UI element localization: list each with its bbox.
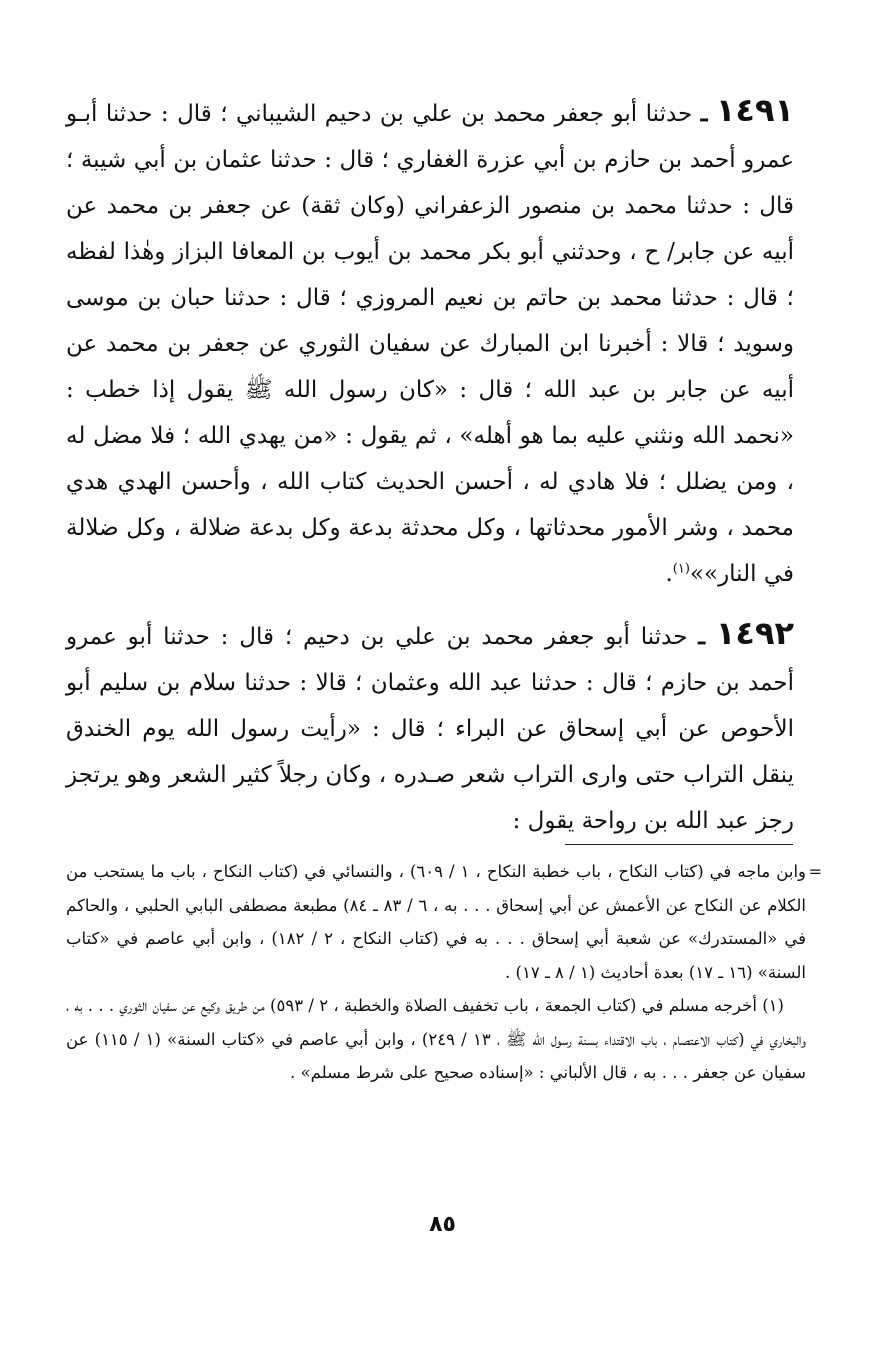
hadith-1491-paragraph [66,90,794,597]
hadith-1491-end: . [665,561,673,587]
footnote-1-text: (١) أخرجه مسلم في (كتاب الجمعة ، باب تخفيف الصلاة والخطبة ، ٢ / ٥٩٣) من طريق وكيع عن سفيان الثوري . . . به ، والبخاري في (كتاب الاعتصام ، باب الاقتداء بسنة رسول الله ﷺ ، ١٣ / ٢٤٩) ، وابن أبي عاصم في «كتاب السنة» (١ / ١١٥) عن سفيان عن جعفر . . . به ، قال الألباني : «إسناده صحيح على شرط مسلم» . [66,996,806,1082]
hadith-1492-dash: ـ [698,623,706,650]
footnotes-section [66,855,822,1090]
footnote-1-reference[interactable]: (١) [672,561,690,577]
hadith-1491-dash: ـ [700,100,708,127]
continuation-mark: = [808,862,822,881]
hadith-1492-text: حدثنا أبو جعفر محمد بن علي بن دحيم ؛ قال : حدثنا أبو عمرو أحمد بن حازم ؛ قال : حدثنا عبد الله وعثمان ؛ قالا : حدثنا سلام بن سليم أبو الأحوص عن أبي إسحاق عن البراء ؛ قال : «رأيت رسول الله يوم الخندق ينقل التراب حتى وارى التراب شعر صـدره ، وكان رجلاً كثير الشعر وهو يرتجز رجز عبد الله بن رواحة يقول : [66,624,794,834]
hadith-1492-paragraph [66,613,794,844]
footnote-continuation [66,855,822,989]
hadith-1491-text: حدثنا أبو جعفر محمد بن علي بن دحيم الشيباني ؛ قال : حدثنا أبـو عمرو أحمد بن حازم بن أبي عزرة الغفاري ؛ قال : حدثنا عثمان بن أبي شيبة ؛ قال : حدثنا محمد بن منصور الزعفراني (وكان ثقة) عن جعفر بن محمد عن أبيه عن جابر/ ح ، وحدثني أبو بكر محمد بن أيوب بن المعافا البزاز وهٰذا لفظه ؛ قال : حدثنا محمد بن حاتم بن نعيم المروزي ؛ قال : حدثنا حبان بن موسى وسويد ؛ قالا : أخبرنا ابن المبارك عن سفيان الثوري عن جعفر بن محمد عن أبيه عن جابر بن عبد الله ؛ قال : «كان رسول الله ﷺ يقول إذا خطب : «نحمد الله ونثني عليه بما هو أهله» ، ثم يقول : «من يهدي الله ؛ فلا مضل له ، ومن يضلل ؛ فلا هادي له ، أحسن الحديث كتاب الله ، وأحسن الهدي هدي محمد ، وشر الأمور محدثاتها ، وكل محدثة بدعة وكل بدعة ضلالة ، وكل ضلالة في النار»» [66,101,794,587]
footnote-1 [66,989,806,1090]
footnote-divider [565,844,793,845]
hadith-1492-number: ١٤٩٢ [715,614,795,652]
footnote-continuation-text: وابن ماجه في (كتاب النكاح ، باب خطبة النكاح ، ١ / ٦٠٩) ، والنسائي في (كتاب النكاح ، باب ما يستحب من الكلام عن النكاح عن الأعمش عن أبي إسحاق . . . به ، ٦ / ٨٣ ـ ٨٤) مطبعة مصطفى البابي الحلبي ، والحاكم في «المستدرك» عن شعبة أبي إسحاق . . . به في (كتاب النكاح ، ٢ / ١٨٢) ، وابن أبي عاصم في «كتاب السنة» (١٦ ـ ١٧) بعدة أحاديث (١ / ٨ ـ ١٧) . [66,862,806,982]
page-number: ٨٥ [429,1212,456,1237]
hadith-1491-number: ١٤٩١ [715,91,795,129]
